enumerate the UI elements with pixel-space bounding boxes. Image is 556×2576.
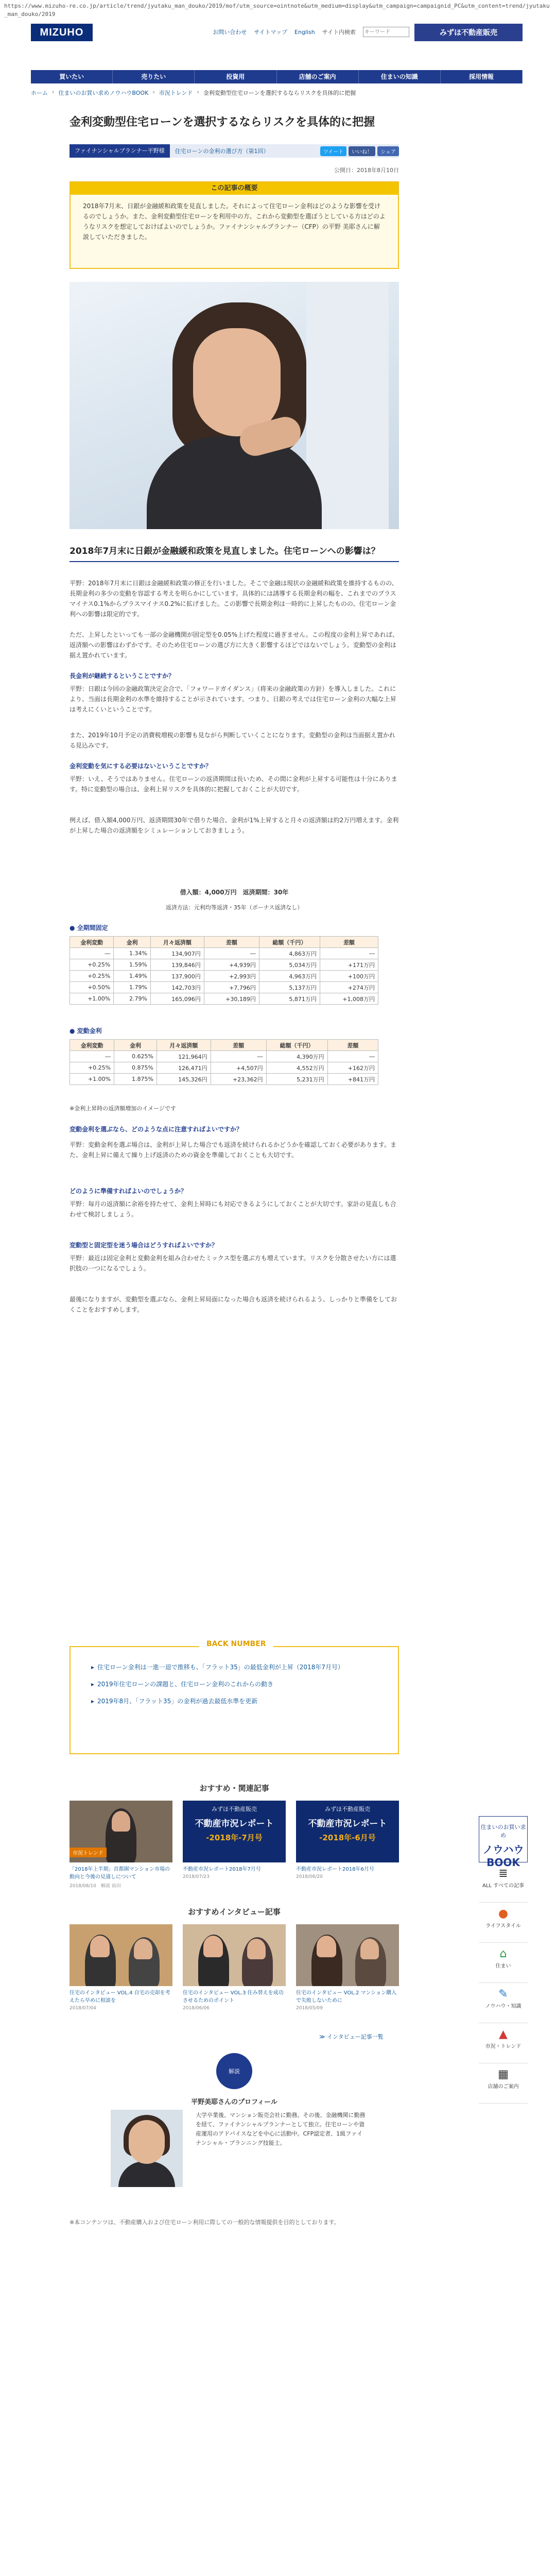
table-cell: 5,034万円 [259, 959, 320, 971]
table-cell: +2,993円 [204, 971, 259, 982]
table-cell: 1.49% [114, 971, 151, 982]
table-cell: +0.25% [70, 1062, 114, 1074]
card-date: 2018/06/20 [296, 1874, 323, 1879]
article-title: 金利変動型住宅ローンを選択するならリスクを具体的に把握 [70, 116, 375, 129]
card-text: 不動産市況レポート2018年7月号 [183, 1867, 261, 1872]
all-interviews-link[interactable]: ≫ インタビュー記事一覧 [319, 2033, 384, 2040]
card-label: 市況トレンド [70, 1848, 107, 1857]
table-header: 月々返済額 [157, 1040, 211, 1051]
card-date: 2018/06/06 [183, 2006, 210, 2011]
table-cell: +1,008万円 [320, 993, 378, 1005]
table-cell: 139,846円 [150, 959, 204, 971]
table-cell: 4,552万円 [266, 1062, 327, 1074]
tweet-button[interactable]: ツイート [320, 146, 347, 156]
global-nav [31, 70, 523, 83]
back-number-item[interactable]: ▸ 2019年8月、「フラット35」の金利が過去最低水準を更新 [91, 1697, 379, 1706]
store-icon: ▦ [498, 2068, 509, 2081]
table-cell: 2.79% [114, 993, 151, 1005]
recommended-cards [70, 1801, 399, 1889]
table-note: ※金利上昇時の返済額増加のイメージです [70, 1105, 176, 1112]
search-input[interactable] [363, 27, 409, 37]
card-text: 住宅のインタビュー VOL.4 自宅の売却を考えたら早めに相談を [70, 1990, 170, 2004]
url-bar[interactable]: https://www.mizuho-re.co.jp/article/trend/jyutaku_man_douko/2019/mof/utm_source=ointnote&utm_medium=display&utm_campaign=campaignid_PC&utm_content=trend/jyutaku_man_douko/2019 [4, 3, 550, 18]
profile-title: 平野美耶さんのプロフィール [191, 2098, 277, 2106]
publish-date: 公開日：2018年8月10日 [334, 167, 399, 174]
table-header: 金利変動 [70, 1040, 114, 1051]
back-number-list [91, 1663, 379, 1714]
category-link[interactable]: 住宅ローンの金利の選び方（第1回） [175, 148, 269, 155]
breadcrumb: ホーム › 住まいのお買い求めノウハウBOOK › 市況トレンド › 金利変動型住宅ローンを選択するならリスクを具体的に把握 [31, 89, 356, 96]
table-header: 差額 [320, 937, 378, 948]
paragraph: 平野：変動金利を選ぶ場合は、金利が上昇した場合でも返済を続けられるかどうかを確認しておく必要があります。また、金利上昇に備えて繰り上げ返済のための資金を準備しておくことも大切です。 [70, 1141, 397, 1159]
table-cell: ― [320, 948, 378, 959]
question: 変動金利を選ぶなら、どのような点に注意すればよいですか？ [70, 1126, 243, 1133]
profile-badge: 解説 [216, 2053, 252, 2089]
table-cell: +4,507円 [211, 1062, 266, 1074]
nav-sell[interactable]: 売りたい [113, 70, 195, 83]
table-cell: ― [211, 1051, 266, 1062]
category-tag[interactable]: ファイナンシャルプランナー平野様 [70, 144, 170, 158]
paragraph: 平野：2018年7月末に日銀は金融緩和政策の修正を行いました。そこで金融は現状の金融緩和政策を維持するものの、長期金利の多少の変動を容認する考えを明らかにしています。具体的には誘導する長期金利の幅を、これまでのプラスマイナス0.1%からプラスマイナス0.2%に拡げました。この影響で長期金利は一時的に上昇したものの、住宅ローン金利への影響は限定的です。 [70, 580, 398, 618]
summary-title: この記事の概要 [71, 182, 398, 195]
search-label: サイト内検索 [322, 29, 356, 36]
table-cell: 137,900円 [150, 971, 204, 982]
card-date: 2018/07/23 [183, 1874, 210, 1879]
table-cell: +23,362円 [211, 1074, 266, 1085]
table-header: 差額 [204, 937, 259, 948]
table-cell: 126,471円 [157, 1062, 211, 1074]
table-cell: +0.25% [70, 971, 114, 982]
table-cell: 142,703円 [150, 982, 204, 993]
card-date: 2018/05/09 [296, 2006, 323, 2011]
card-date: 2018/07/04 [70, 2006, 96, 2011]
article [70, 114, 399, 1313]
table-cell: 4,863万円 [259, 948, 320, 959]
sidebar-item-trend[interactable]: ▲ 市況・トレンド [479, 2023, 528, 2063]
section-heading: 2018年7月末に日銀が金融緩和政策を見直しました。住宅ローンへの影響は？ [70, 545, 399, 562]
interviews-title: おすすめインタビュー記事 [188, 1907, 281, 1917]
table-row [70, 971, 378, 982]
table-cell: +162万円 [327, 1062, 378, 1074]
table-header: 差額 [327, 1040, 378, 1051]
paragraph: また、2019年10月予定の消費税増税の影響も見ながら判断していくことになります。変動型の金利は当面据え置かれる見込みです。 [70, 732, 395, 749]
table-cell: 0.875% [114, 1062, 157, 1074]
summary-text: 2018年7月末、日銀が金融緩和政策を見直しました。それによって住宅ローン金利はどのような影響を受けるのでしょうか。また、金利変動型住宅ローンを利用中の方、これから変動型を選ぼうとしている方はどのようなリスクを想定しておけばよいのでしょうか。ファイナンシャルプランナー（CFP）の平野 美耶さんに解説していただきました。 [83, 202, 386, 241]
table-cell: +4,939円 [204, 959, 259, 971]
table-cell: +1.00% [70, 1074, 114, 1085]
table-cell: ― [70, 948, 114, 959]
breadcrumb-home[interactable]: ホーム [31, 90, 48, 96]
question: 長金利が継続するということですか？ [70, 672, 175, 680]
paragraph: ただ、上昇したといっても一部の金融機関が固定型を0.05%上げた程度に過ぎません。この程度の金利上昇であれば、返済額への影響はわずかです。そのため住宅ローンの選び方に大きく影響するほどではないでしょう。変動型の金利は据え置かれています。 [70, 631, 398, 659]
table-cell: ― [70, 1051, 114, 1062]
paragraph: 例えば、借入額4,000万円、返済期間30年で借りた場合、金利が1%上昇すると月々の返済額は約2万円増えます。金利が上昇した場合の返済額をシミュレーションしておきましょう。 [70, 817, 399, 834]
table-row [70, 1062, 378, 1074]
table-cell: 5,137万円 [259, 982, 320, 993]
table-header: 金利変動 [70, 937, 114, 948]
paragraph: 平野：最近は固定金利と変動金利を組み合わせたミックス型を選ぶ方も増えています。リスクを分散させたい方には選択肢の一つになるでしょう。 [70, 1255, 396, 1272]
table-header: 総額（千円） [259, 937, 320, 948]
sidebar-item-home[interactable]: ⌂ 住まい [479, 1943, 528, 1983]
sidebar-item-stores[interactable]: ▦ 店舗のご案内 [479, 2063, 528, 2104]
card-text: 住宅のインタビュー VOL.3 住み替えを成功させるためのポイント [183, 1990, 284, 2004]
utility-link-sitemap[interactable]: サイトマップ [254, 29, 288, 36]
report-title: 不動産市況レポート [195, 1819, 274, 1829]
summary-box [70, 181, 399, 269]
paragraph: 平野：日銀は今回の金融政策決定会合で、「フォワードガイダンス」（将来の金融政策の方針）を導入しました。これにより、当面は長期金利の水準を維持することが示されています。つまり、日銀の考えでは住宅ローン金利の大幅な上昇は考えにくいということです。 [70, 685, 396, 713]
sidebar-item-knowhow[interactable]: ✎ ノウハウ・知識 [479, 1983, 528, 2023]
report-banner: みずほ不動産販売 [212, 1806, 257, 1812]
disclaimer-note: ※本コンテンツは、不動産購入および住宅ローン利用に際しての一般的な情報提供を目的としております。 [70, 2219, 340, 2226]
table-cell: +0.50% [70, 982, 114, 993]
table-cell: 1.59% [114, 959, 151, 971]
breadcrumb-book[interactable]: 住まいのお買い求めノウハウBOOK [58, 90, 149, 96]
report-month: -2018年-6月号 [319, 1833, 376, 1842]
site-header [31, 24, 523, 61]
report-month: -2018年-7月号 [206, 1833, 263, 1842]
breadcrumb-trend[interactable]: 市況トレンド [159, 90, 193, 96]
table-cell: ― [204, 948, 259, 959]
paragraph: 平野：毎月の返済額に余裕を持たせて、金利上昇時にも対応できるようにしておくことが大切です。家計の見直しも合わせて検討しましょう。 [70, 1200, 396, 1218]
table-cell: +841万円 [327, 1074, 378, 1085]
table-cell: 4,963万円 [259, 971, 320, 982]
table-cell: +1.00% [70, 993, 114, 1005]
share-button[interactable]: シェア [377, 146, 399, 156]
trend-icon: ▲ [499, 2028, 508, 2041]
table2-label: ● 変動金利 [70, 1027, 102, 1035]
recommended-card[interactable] [183, 1801, 286, 1889]
breadcrumb-current: 金利変動型住宅ローンを選択するならリスクを具体的に把握 [203, 90, 356, 96]
recommended-title: おすすめ・関連記事 [199, 1784, 269, 1793]
table-cell: +30,189円 [204, 993, 259, 1005]
card-text: 不動産市況レポート2018年6月号 [296, 1867, 374, 1872]
share-buttons [320, 146, 399, 156]
back-number-item[interactable]: ▸ 2019年住宅ローンの課題と、住宅ローン金利のこれからの動き [91, 1680, 379, 1689]
table-header: 金利 [114, 937, 151, 948]
utility-links [213, 27, 409, 37]
loan-sub-conditions: 返済方法：元利均等返済・35年（ボーナス返済なし） [165, 904, 303, 911]
recommended-card[interactable] [296, 1801, 399, 1889]
question: どのように準備すればよいのでしょうか？ [70, 1188, 187, 1195]
nav-stores[interactable]: 店舗のご案内 [277, 70, 359, 83]
table-row [70, 959, 378, 971]
nav-buy[interactable]: 買いたい [31, 70, 113, 83]
report-title: 不動産市況レポート [308, 1819, 387, 1829]
table-row [70, 1074, 378, 1085]
interview-card[interactable] [70, 1924, 172, 2011]
table1-label: ● 全期間固定 [70, 924, 108, 931]
table-header: 金利 [114, 1040, 157, 1051]
table-cell: 5,231万円 [266, 1074, 327, 1085]
table-row [70, 993, 378, 1005]
table-cell: 4,390万円 [266, 1051, 327, 1062]
table-cell: +171万円 [320, 959, 378, 971]
table-row [70, 1051, 378, 1062]
table-cell: 1.875% [114, 1074, 157, 1085]
report-banner: みずほ不動産販売 [325, 1806, 370, 1812]
table-cell: +274万円 [320, 982, 378, 993]
table-row [70, 948, 378, 959]
question: 変動型と固定型を迷う場合はどうすればよいですか？ [70, 1242, 218, 1249]
table-cell: 1.79% [114, 982, 151, 993]
nav-recruit[interactable]: 採用情報 [441, 70, 523, 83]
table-header: 総額（千円） [266, 1040, 327, 1051]
sidebar-item-lifestyle[interactable]: ● ライフスタイル [479, 1903, 528, 1943]
table-cell: 1.34% [114, 948, 151, 959]
interview-cards [70, 1924, 399, 2011]
table-cell: +0.25% [70, 959, 114, 971]
loan-conditions: 借入額：4,000万円 返済期間：30年 [180, 889, 289, 896]
sidebar-item-all[interactable]: ≣ ALL すべての記事 [479, 1862, 528, 1903]
table-row [70, 982, 378, 993]
table-cell: 0.625% [114, 1051, 157, 1062]
sidebar [479, 1816, 528, 2104]
utility-link-contact[interactable]: お問い合わせ [213, 29, 247, 36]
interview-card[interactable] [183, 1924, 286, 2011]
back-number-title: BACK NUMBER [199, 1640, 273, 1648]
paragraph: 平野：いえ、そうではありません。住宅ローンの返済期間は長いため、その間に金利が上昇する可能性は十分にあります。特に変動型の場合は、金利上昇リスクを具体的に把握しておくことが大切です。 [70, 775, 397, 793]
fixed-rate-table [70, 936, 378, 1005]
back-number-box [70, 1640, 399, 1754]
table-header: 差額 [211, 1040, 266, 1051]
sidebar-book-banner[interactable]: 住まいのお買い求め ノウハウBOOK [479, 1816, 528, 1862]
recommended-card[interactable] [70, 1801, 172, 1889]
table-cell: +7,796円 [204, 982, 259, 993]
table-header: 月々返済額 [150, 937, 204, 948]
table-cell: +100万円 [320, 971, 378, 982]
like-button[interactable]: いいね！ [349, 146, 375, 156]
paragraph: 最後になりますが、変動型を選ぶなら、金利上昇局面になった場合も返済を続けられるよう、しっかりと準備をしておくことをおすすめします。 [70, 1296, 397, 1313]
table-cell: 5,871万円 [259, 993, 320, 1005]
card-text: 「2018年上半期」首都圏マンション市場の動向と今後の見通しについて [70, 1867, 170, 1880]
variable-rate-table [70, 1039, 378, 1085]
question: 金利変動を気にする必要はないということですか？ [70, 762, 212, 770]
nav-invest[interactable]: 投資用 [195, 70, 276, 83]
interview-card[interactable] [296, 1924, 399, 2011]
all-icon: ≣ [498, 1867, 508, 1880]
table-cell: ― [327, 1051, 378, 1062]
card-date: 2018/08/10 解説 前田 [70, 1884, 121, 1889]
interview-photo [70, 282, 399, 529]
mizuho-logo[interactable]: MIZUHO [31, 24, 93, 41]
brand-link-button[interactable]: みずほ不動産販売 [414, 24, 523, 41]
table-cell: 165,096円 [150, 993, 204, 1005]
card-text: 住宅のインタビュー VOL.2 マンション購入で失敗しないために [296, 1990, 397, 2004]
lifestyle-icon: ● [498, 1907, 509, 1920]
utility-link-english[interactable]: English [294, 28, 315, 36]
home-icon: ⌂ [499, 1947, 507, 1960]
table-cell: 121,964円 [157, 1051, 211, 1062]
back-number-item[interactable]: ▸ 住宅ローン金利は一進一退で推移も、「フラット35」の最低金利が上昇（2018年7月号） [91, 1663, 379, 1672]
table-cell: 134,907円 [150, 948, 204, 959]
table-cell: 145,326円 [157, 1074, 211, 1085]
knowhow-icon: ✎ [498, 1988, 508, 2001]
profile-text: 大学卒業後、マンション販売会社に勤務。その後、金融機関に勤務を経て、ファイナンシャルプランナーとして独立。住宅ローンや資産運用のアドバイスなどを中心に活動中。CFP認定者、1級ファイナンシャル・プランニング技能士。 [196, 2112, 366, 2146]
nav-knowledge[interactable]: 住まいの知識 [359, 70, 441, 83]
profile-photo [111, 2110, 183, 2187]
